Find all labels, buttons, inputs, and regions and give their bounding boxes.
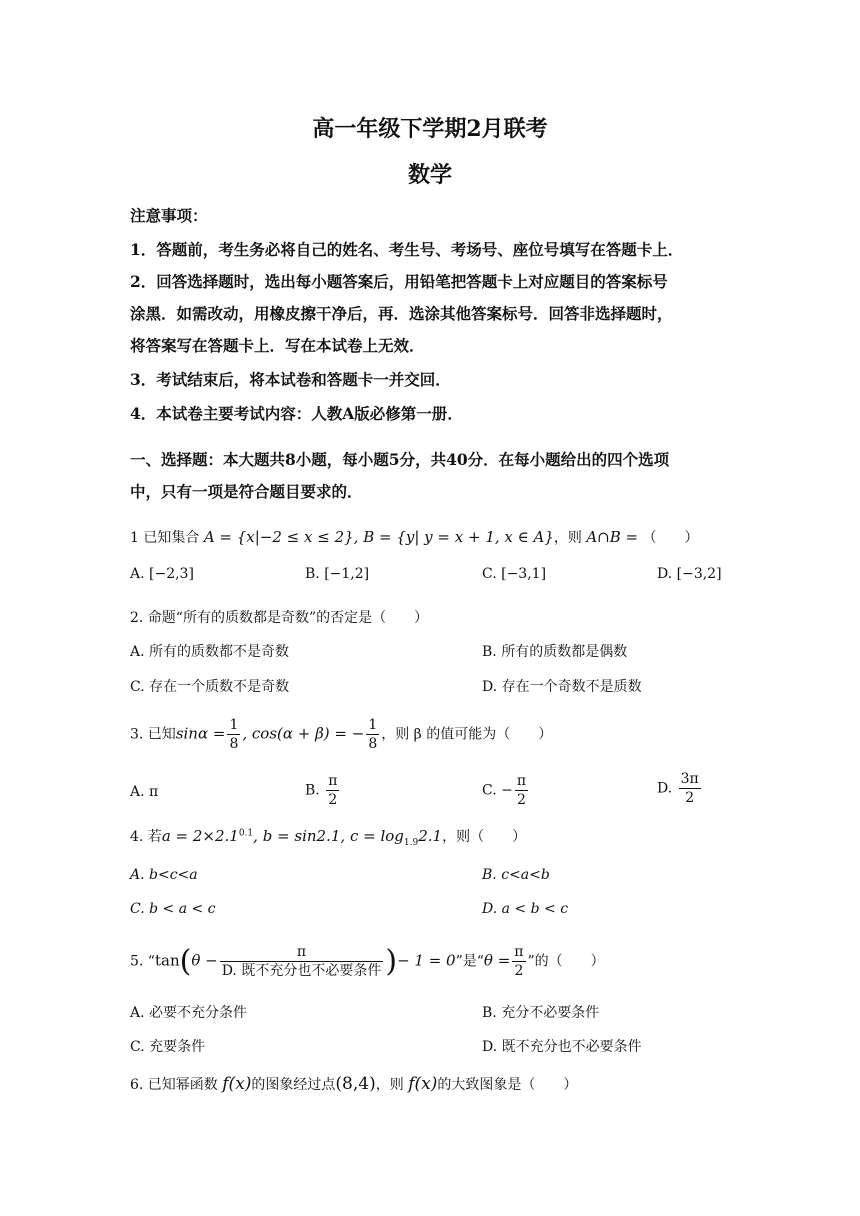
q4-prefix: 4. 若 [130, 829, 162, 845]
q4-option-c: C. b < a < c [130, 901, 216, 917]
q3-suffix: ，则 β 的值可能为（ ） [381, 726, 553, 743]
q3-frac-2: $\frac{1}{8}$ [368, 717, 378, 752]
q4-suffix: ，则（ ） [442, 829, 527, 845]
q1-option-d: D. [−3,2] [657, 566, 722, 582]
question-2-stem: 2. 命题“所有的质数都是奇数”的否定是（ ） [130, 610, 429, 626]
q1-prefix: 1 已知集合 [130, 530, 200, 546]
q3-cos: , cos(α + β) = − [242, 724, 365, 743]
subject-title: 数学 [407, 162, 452, 188]
q1-sets: A = {x|−2 ≤ x ≤ 2}, B = {y| y = x + 1, x ∈ A} [203, 528, 554, 546]
q4-option-a: A. b<c<a [130, 867, 198, 883]
q5-option-c: C. 充要条件 [130, 1039, 206, 1055]
section-heading-line1: 一、选择题：本大题共8小题，每小题5分，共40分．在每小题给出的四个选项 [130, 450, 670, 469]
q3-sin: sinα = [175, 724, 226, 743]
q1-intersection: A∩B = [586, 528, 639, 546]
q1-paren: （ ） [642, 530, 699, 546]
question-1-stem [130, 527, 699, 547]
section-heading-line2: 中，只有一项是符合题目要求的． [130, 482, 363, 501]
question-6-stem: 6. 已知幂函数 f(x)的图象经过点(8,4)，则 f(x)的大致图象是（ ） [130, 1074, 578, 1094]
notice-item-2c: 将答案写在答题卡上．写在本试卷上无效． [130, 336, 425, 355]
notice-item-3: 3．考试结束后，将本试卷和答题卡一并交回． [130, 370, 451, 389]
q3-option-a: A. π [130, 784, 159, 800]
q2-option-b: B. 所有的质数都是偶数 [482, 644, 628, 660]
q2-option-d: D. 存在一个奇数不是质数 [482, 679, 642, 695]
question-5-stem: 5. “tan(θ − $\frac{\pi}{\text{D. 既不充分也不必要条件}}$ )− 1 = 0”是“θ = $\frac{\pi}{2}$ ”的（ ） [130, 944, 605, 979]
q1-option-a: A. [−2,3] [130, 566, 194, 582]
notice-item-4: 4．本试卷主要考试内容：人教A版必修第一册． [130, 404, 463, 423]
notice-item-1: 1．答题前，考生务必将自己的姓名、考生号、考场号、座位号填写在答题卡上． [130, 240, 684, 259]
q3-option-d: D. $\frac{3\pi}{2}$ [657, 771, 699, 806]
q4-option-b: B. c<a<b [482, 867, 550, 883]
question-4-stem: 4. 若$a = 2\times 2.1^{0.1}$, b = sin2.1, $c = \log_{1.9}2.1$，则（ ） [130, 827, 527, 848]
q2-option-a: A. 所有的质数都不是奇数 [130, 644, 290, 660]
q4-bc: , b = sin2.1, c = log [253, 827, 404, 845]
q3-frac-1: $\frac{1}{8}$ [229, 717, 239, 752]
notice-item-2b: 涂黑．如需改动，用橡皮擦干净后，再．选涂其他答案标号．回答非选择题时， [130, 304, 673, 323]
q4-a: a = 2×2.1 [161, 827, 239, 845]
q5-option-a: A. 必要不充分条件 [130, 1005, 248, 1021]
notice-heading: 注意事项： [130, 206, 208, 225]
exam-title: 高一年级下学期2月联考 [312, 116, 548, 142]
q1-mid: ，则 [553, 530, 582, 546]
q3-option-c: C. − $\frac{\pi}{2}$ [482, 773, 527, 808]
q1-option-c: C. [−3,1] [482, 566, 547, 582]
q5-option-b: B. 充分不必要条件 [482, 1005, 600, 1021]
q1-option-b: B. [−1,2] [305, 566, 370, 582]
q5-option-d: D. 既不充分也不必要条件 [482, 1039, 642, 1055]
q4-option-d: D. a < b < c [482, 901, 569, 917]
question-3-stem [130, 716, 552, 753]
notice-item-2a: 2．回答选择题时，选出每小题答案后，用铅笔把答题卡上对应题目的答案标号 [130, 272, 668, 291]
q2-option-c: C. 存在一个质数不是奇数 [130, 679, 290, 695]
q3-option-b: B. $\frac{\pi}{2}$ [305, 773, 338, 808]
q3-prefix: 3. 已知 [130, 726, 176, 743]
